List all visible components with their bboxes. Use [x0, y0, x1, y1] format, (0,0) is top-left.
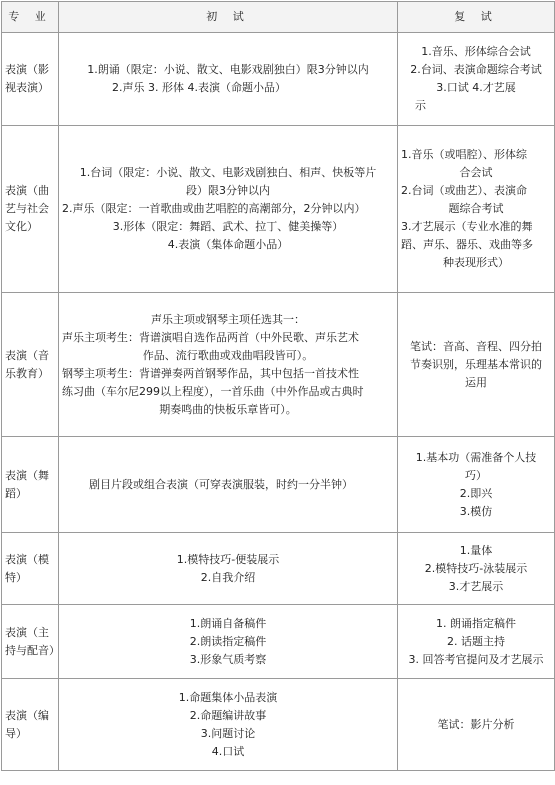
retest-line: 1.音乐、形体综合会试: [421, 45, 531, 58]
retest-line: 笔试：音高、音程、四分拍: [410, 339, 542, 353]
initial-line: 2.自我介绍: [200, 570, 256, 584]
initial-line: 2.声乐 3. 形体 4.表演（命题小品）: [112, 81, 286, 94]
initial-cell: [59, 679, 398, 771]
initial-line: 练习曲（车尔尼299以上程度），一首乐曲（中外作品或古典时: [62, 384, 364, 398]
table-row: [2, 126, 555, 293]
table-row: [2, 679, 555, 771]
retest-line: 笔试：影片分析: [437, 717, 515, 731]
retest-line: 3.模仿: [459, 504, 493, 518]
initial-cell: [59, 33, 398, 126]
retest-line: 3.才艺展示: [448, 579, 504, 593]
initial-line: 1.朗诵（限定：小说、散文、电影戏剧独白）限3分钟以内: [87, 63, 369, 76]
initial-cell: [59, 126, 398, 293]
initial-line: 声乐主项或钢琴主项任选其一：: [151, 312, 305, 326]
table-row: [2, 437, 555, 533]
major-cell: 表演（影视表演）: [2, 33, 59, 126]
initial-line: 1.台词（限定：小说、散文、电影戏剧独白、相声、快板等片: [79, 166, 377, 179]
retest-line: 2.台词（或曲艺）、表演命: [401, 184, 527, 197]
initial-line: 钢琴主项考生：背谱弹奏两首钢琴作品，其中包括一首技术性: [62, 366, 359, 380]
initial-line: 2.朗读指定稿件: [189, 634, 267, 648]
initial-cell: [59, 533, 398, 605]
retest-line: 合会试: [459, 166, 493, 179]
table-row: [2, 533, 555, 605]
retest-cell: [398, 533, 555, 605]
initial-line: 剧目片段或组合表演（可穿表演服装，时约一分半钟）: [89, 477, 353, 491]
retest-line: 2.模特技巧-泳装展示: [424, 561, 528, 575]
initial-line: 作品、流行歌曲或戏曲唱段皆可）。: [142, 348, 314, 362]
initial-line: 2.命题编讲故事: [189, 708, 267, 722]
retest-cell: [398, 126, 555, 293]
initial-line: 3.形象气质考察: [189, 652, 267, 666]
initial-line: 4.口试: [211, 744, 245, 758]
table-row: [2, 605, 555, 679]
retest-cell: [398, 679, 555, 771]
header-major: 专 业: [2, 2, 59, 33]
retest-line: 3.才艺展示（专业水准的舞: [401, 220, 533, 233]
retest-line: 3. 回答考官提问及才艺展示: [408, 652, 544, 666]
retest-line: 1.量体: [459, 543, 493, 557]
initial-line: 期奏鸣曲的快板乐章皆可）。: [159, 402, 297, 416]
retest-line: 题综合考试: [448, 202, 504, 215]
major-cell: 表演（曲艺与社会文化）: [2, 126, 59, 293]
initial-cell: [59, 437, 398, 533]
major-cell: 表演（舞蹈）: [2, 437, 59, 533]
retest-line: 2. 话题主持: [447, 634, 505, 648]
initial-line: 1.命题集体小品表演: [178, 690, 278, 704]
initial-line: 段）限3分钟以内: [186, 184, 270, 197]
header-initial: 初 试: [59, 2, 398, 33]
retest-line: 2.即兴: [459, 486, 493, 500]
initial-line: 3.问题讨论: [200, 726, 256, 740]
retest-line: 1. 朗诵指定稿件: [436, 616, 516, 630]
initial-line: 声乐主项考生：背谱演唱自选作品两首（中外民歌、声乐艺术: [62, 330, 359, 344]
header-retest: 复 试: [398, 2, 555, 33]
major-cell: 表演（主持与配音）: [2, 605, 59, 679]
retest-line: 1.音乐（或唱腔）、形体综: [401, 148, 527, 161]
initial-cell: [59, 293, 398, 437]
initial-line: 3.形体（限定：舞蹈、武术、拉丁、健美操等）: [112, 220, 344, 233]
retest-cell: [398, 33, 555, 126]
retest-cell: [398, 437, 555, 533]
retest-line: 蹈、声乐、器乐、戏曲等多: [401, 238, 533, 251]
retest-line: 1.基本功（需准备个人技: [415, 450, 537, 464]
retest-line: 运用: [465, 375, 487, 389]
table-row: [2, 293, 555, 437]
initial-cell: [59, 605, 398, 679]
retest-cell: [398, 605, 555, 679]
exam-subjects-table: [1, 1, 555, 771]
retest-line: 巧）: [465, 468, 487, 482]
initial-line: 1.朗诵自备稿件: [189, 616, 267, 630]
initial-line: 2.声乐（限定：一首歌曲或曲艺唱腔的高潮部分，2分钟以内）: [62, 202, 366, 215]
retest-line: 节奏识别，乐理基本常识的: [410, 357, 542, 371]
major-cell: 表演（模特）: [2, 533, 59, 605]
major-cell: 表演（编导）: [2, 679, 59, 771]
retest-line: 示: [415, 99, 426, 112]
initial-line: 4.表演（集体命题小品）: [167, 238, 289, 251]
retest-line: 种表现形式）: [443, 256, 509, 269]
initial-line: 1.模特技巧-便装展示: [176, 552, 280, 566]
header-row: [2, 2, 555, 33]
retest-line: 3.口试 4.才艺展: [436, 81, 516, 94]
table-row: [2, 33, 555, 126]
retest-line: 2.台词、表演命题综合考试: [410, 63, 542, 76]
retest-cell: [398, 293, 555, 437]
major-cell: 表演（音乐教育）: [2, 293, 59, 437]
